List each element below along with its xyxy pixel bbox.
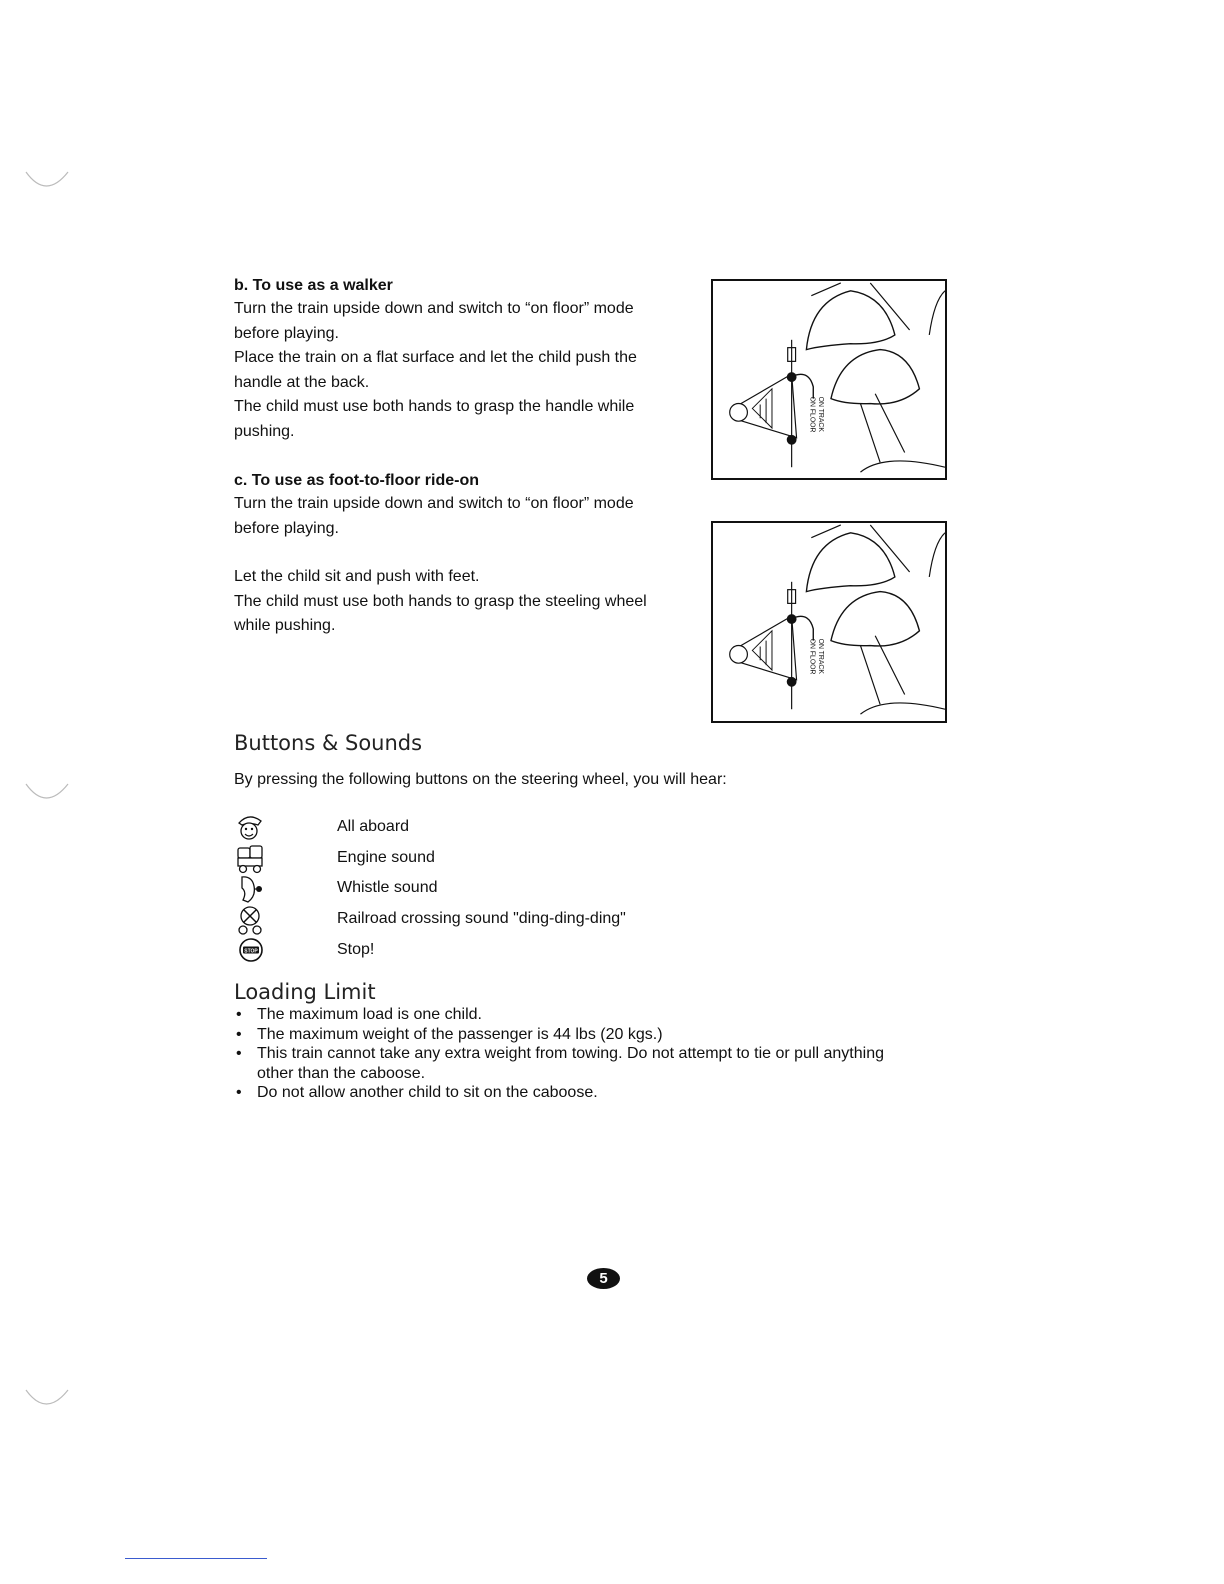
sound-label: Stop!: [337, 941, 375, 958]
switch-label-on-floor: ON FLOOR: [808, 638, 816, 675]
page-number: 5: [587, 1268, 620, 1289]
punch-hole-mark-bottom: [24, 1388, 70, 1410]
rideon-heading: c. To use as foot-to-floor ride-on: [234, 472, 480, 489]
rideon-line: before playing.: [234, 519, 339, 537]
sound-item: [234, 844, 834, 874]
rideon-line: Turn the train upside down and switch to “on floor” mode: [234, 495, 634, 512]
list-item-text: The maximum load is one child.: [257, 1006, 482, 1023]
sound-label: Whistle sound: [337, 879, 438, 896]
switch-label-on-floor: ON FLOOR: [808, 396, 816, 433]
stop-icon-text: STOP: [244, 948, 258, 955]
switch-label-on-track: ON TRACK: [817, 396, 825, 432]
rideon-section: [234, 470, 684, 639]
loading-limit-heading: Loading Limit: [234, 980, 376, 1004]
rideon-line: while pushing.: [234, 617, 336, 634]
list-item: • This train cannot take any extra weight from towing. Do not attempt to tie or pull anything other than the caboose.: [236, 1045, 884, 1082]
railroad-crossing-icon: [234, 905, 266, 935]
sound-label: Engine sound: [337, 849, 435, 866]
sound-item: [234, 874, 834, 904]
footer-rule: [125, 1558, 267, 1559]
switch-label-on-track: ON TRACK: [817, 638, 825, 674]
walker-line: before playing.: [234, 324, 339, 342]
list-item: • Do not allow another child to sit on the caboose.: [236, 1084, 598, 1101]
walker-section: [234, 275, 684, 444]
loading-limit-list: [234, 1005, 934, 1103]
walker-line: handle at the back.: [234, 373, 370, 391]
list-item-text: Do not allow another child to sit on the caboose.: [257, 1084, 598, 1101]
rideon-line: The child must use both hands to grasp the steeling wheel: [234, 592, 647, 610]
engine-icon: [234, 844, 266, 874]
walker-heading: b. To use as a walker: [234, 277, 393, 294]
punch-hole-mark-top: [24, 170, 70, 192]
sound-label: All aboard: [337, 818, 410, 835]
walker-line: pushing.: [234, 422, 295, 440]
buttons-sounds-heading: Buttons & Sounds: [234, 731, 423, 755]
list-item-text: This train cannot take any extra weight from towing. Do not attempt to tie or pull anything other than the caboose.: [257, 1045, 884, 1082]
punch-hole-mark-middle: [24, 782, 70, 804]
whistle-icon: [234, 874, 266, 904]
conductor-icon: [234, 813, 266, 843]
buttons-sounds-intro: By pressing the following buttons on the steering wheel, you will hear:: [234, 771, 727, 788]
sound-label: Railroad crossing sound "ding-ding-ding": [337, 910, 626, 927]
walker-line: The child must use both hands to grasp the handle while: [234, 398, 635, 415]
list-item: • The maximum load is one child.: [236, 1006, 482, 1023]
spacer: [234, 541, 684, 565]
rideon-line: Let the child sit and push with feet.: [234, 568, 480, 585]
walker-line: Turn the train upside down and switch to “on floor” mode: [234, 300, 634, 317]
list-item: • The maximum weight of the passenger is 44 lbs (20 kgs.): [236, 1025, 663, 1043]
walker-figure: [711, 279, 947, 480]
sound-item: [234, 905, 834, 935]
rideon-figure: [711, 521, 947, 723]
sound-item: [234, 936, 834, 966]
sound-item: [234, 813, 834, 843]
list-item-text: The maximum weight of the passenger is 44 lbs (20 kgs.): [257, 1025, 663, 1043]
stop-icon: [234, 936, 266, 966]
walker-line: Place the train on a flat surface and let the child push the: [234, 349, 637, 366]
